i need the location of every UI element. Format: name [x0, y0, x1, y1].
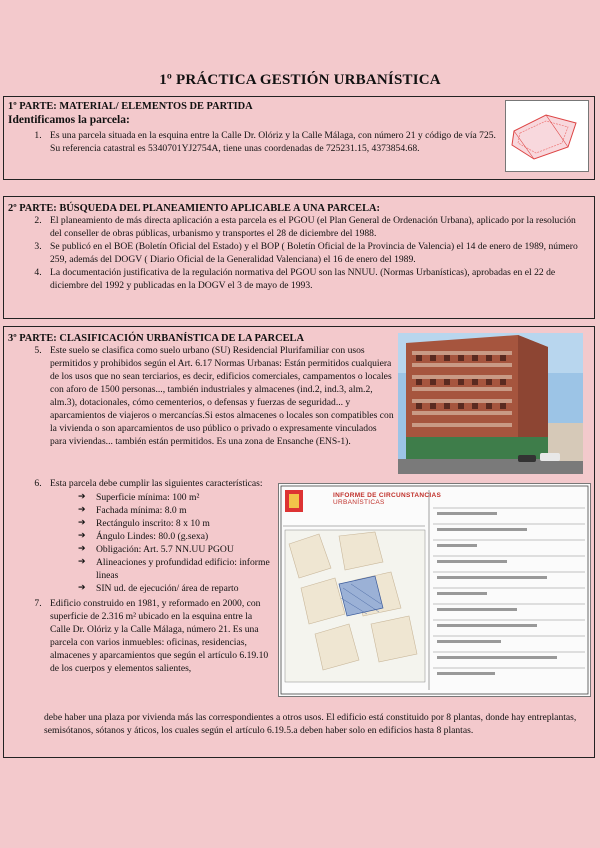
- feature-item: ➔ Fachada mínima: 8.0 m: [78, 504, 274, 517]
- feature-item: ➔ Alineaciones y profundidad edificio: informe lineas: [78, 556, 274, 582]
- part2-heading: 2º PARTE: BÚSQUEDA DEL PLANEAMIENTO APLICABLE A UNA PARCELA:: [8, 203, 380, 214]
- part1-heading: 1º PARTE: MATERIAL/ ELEMENTOS DE PARTIDA: [8, 101, 253, 112]
- section-part1: [3, 96, 595, 180]
- page-title: 1º PRÁCTICA GESTIÓN URBANÍSTICA: [159, 72, 441, 88]
- list-item: [44, 477, 274, 595]
- feature-item: ➔ Ángulo Lindes: 80.0 (g.sexa): [78, 530, 274, 543]
- feature-item: ➔ Superficie mínima: 100 m²: [78, 491, 274, 504]
- part1-subheading: Identificamos la parcela:: [8, 114, 130, 126]
- parcel-plan-thumbnail: [505, 100, 589, 172]
- item6-text: Esta parcela debe cumplir las siguientes características:: [50, 478, 263, 489]
- building-photo: [398, 333, 583, 474]
- map-report-subtitle: URBANÍSTICAS: [333, 499, 385, 506]
- feature-item: ➔ Obligación: Art. 5.7 NN.UU PGOU: [78, 543, 274, 556]
- list-item: 1. Es una parcela situada en la esquina entre la Calle Dr. Olóriz y la Calle Málaga, con número 21 y código de vía 725. Su referencia catastral es 5340701YJ2754A, tiene unas coordenadas de 725231.15, 4373854.68.: [44, 129, 498, 155]
- urban-report-map: [278, 483, 591, 697]
- list-item: 3. Se publicó en el BOE (Boletín Oficial del Estado) y el BOP ( Boletín Oficial de la Provincia de Valencia) el 14 de enero de 1989, número 259, además del DOGV ( Diario Oficial de la Generalidad Valenciana) el 16 de enero del 1989.: [44, 240, 588, 266]
- list-item: 7. Edificio construido en 1981, y reformado en 2000, con superficie de 2.316 m² ubicado en la esquina entre la Calle Dr. Olóriz y la Calle Málaga, número 21. Es una parcela con varios inmuebles: oficinas, residencias, almacenes y aparcamientos que según el artículo 6.19.10 de los cuerpos y elementos salientes,: [44, 597, 274, 675]
- list-item: 4. La documentación justificativa de la regulación normativa del PGOU son las NNUU. (Normas Urbanísticas), aprobadas en el 22 de diciembre del 1992 y publicadas en la DOGV el 3 de mayo de 1993.: [44, 266, 588, 292]
- feature-item: ➔ SIN ud. de ejecución/ área de reparto: [78, 582, 274, 595]
- section-part3: [3, 326, 595, 758]
- map-report-title: INFORME DE CIRCUNSTANCIAS: [333, 492, 442, 499]
- part3-heading: 3º PARTE: CLASIFICACIÓN URBANÍSTICA DE LA PARCELA: [8, 333, 304, 344]
- feature-item: ➔ Rectángulo inscrito: 8 x 10 m: [78, 517, 274, 530]
- item7-continuation: debe haber una plaza por vivienda más las correspondientes a otros usos. El edificio está constituido por 8 plantas, donde hay entreplantas, semisótanos, sótanos y áticos, los cuales según el artículo 6.19.5.a deben haber solo en edificios hasta 8 plantas.: [44, 712, 577, 736]
- list-item: 5. Este suelo se clasifica como suelo urbano (SU) Residencial Plurifamiliar con usos permitidos y prohibidos según el Art. 6.17 Normas Urbanas: Están permitidos cualquiera de los usos que no sean terciarios, es decir, edificios comerciales, campamentos o locales con aforo de 1500 personas..., también industriales y almacenes (ind.2, ind.3, alm.2, alm.3), dotacionales, cómo cementerios, o defensas y fuerzas de seguridad... y aparcamientos de viajeros o mercancías.Si estos almacenes o locales son compatibles con la vivienda o son aparcamientos de uso público o privado o expresamente vinculados para viviendas... también están permitidos. Es una zona de Ensanche (ENS-1).: [44, 344, 394, 448]
- section-part2: [3, 196, 595, 319]
- list-item: 2. El planeamiento de más directa aplicación a esta parcela es el PGOU (el Plan General de Ordenación Urbana), aplicado por la resolución del conseller de obras públicas, urbanismo y transportes el 28 de diciembre del 1988.: [44, 214, 588, 240]
